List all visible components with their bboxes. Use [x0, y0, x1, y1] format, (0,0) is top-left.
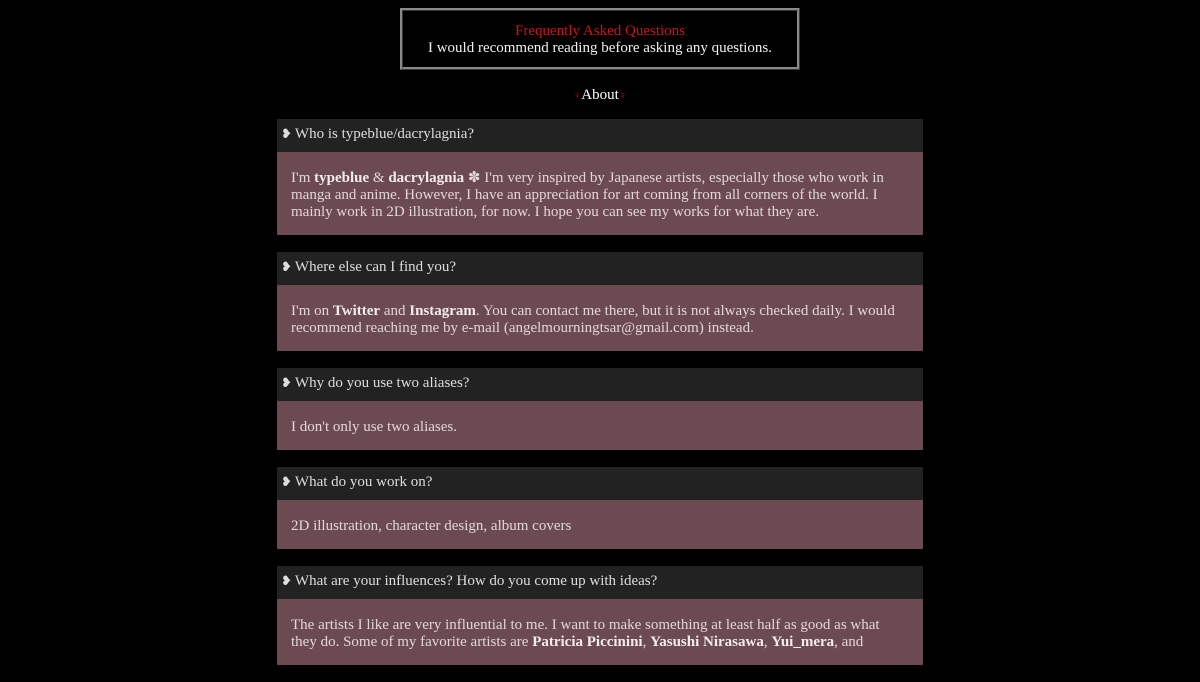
answer-text: I'm [291, 170, 315, 186]
answer-bold-text: Instagram [409, 303, 476, 319]
faq-question-text: What are your influences? How do you come up with ideas? [294, 573, 658, 589]
answer-text: , [642, 634, 651, 650]
answer-bold-text: Yasushi Nirasawa [650, 634, 764, 650]
answer-text: I'm on [291, 303, 333, 319]
heart-bullet-icon: ❥ [281, 573, 292, 588]
page-title: Frequently Asked Questions [515, 23, 685, 39]
faq-header-box [400, 8, 800, 70]
faq-question[interactable] [277, 119, 923, 152]
answer-text: . You can contact me there, but it is not always checked daily. I would recommend reaching me by e-mail (angelmourningtsar@gmail.com) instead. [291, 303, 895, 336]
answer-bold-text: Twitter [332, 303, 381, 319]
answer-text: and [380, 303, 410, 319]
faq-question-text: Where else can I find you? [294, 259, 457, 275]
faq-answer [277, 401, 923, 450]
heart-bullet-icon: ❥ [281, 375, 292, 390]
answer-text: & [369, 170, 389, 186]
answer-text: , and [834, 634, 864, 650]
faq-question-text: What do you work on? [294, 474, 433, 490]
faq-question[interactable] [277, 252, 923, 285]
heart-bullet-icon: ❥ [281, 126, 292, 141]
heart-bullet-icon: ❥ [281, 259, 292, 274]
venus-icon: ♀ [573, 90, 582, 102]
faq-answer [277, 599, 923, 665]
answer-bold-text: dacrylagnia [388, 170, 465, 186]
answer-text: , [763, 634, 772, 650]
faq-question[interactable] [277, 566, 923, 599]
faq-item [277, 368, 923, 450]
answer-bold-text: Yui_mera [771, 634, 835, 650]
faq-list [277, 119, 923, 682]
heart-bullet-icon: ❥ [281, 474, 292, 489]
faq-item [277, 119, 923, 235]
section-heading-about [0, 87, 1200, 104]
answer-text: ✽ I'm very inspired by Japanese artists, especially those who work in manga and anime. However, I have an appreciation for art coming from all corners of the world. I mainly work in 2D illustration, for now. I hope you can see my works for what they are. [291, 170, 884, 220]
answer-bold-text: Patricia Piccinini [532, 634, 643, 650]
answer-text: 2D illustration, character design, album covers [291, 518, 572, 534]
answer-bold-text: typeblue [314, 170, 370, 186]
answer-text: I don't only use two aliases. [291, 419, 458, 435]
faq-item [277, 467, 923, 549]
answer-text: The artists I like are very influential to me. I want to make something at least half as good as what they do. Some of my favorite artists are [291, 617, 880, 650]
faq-question[interactable] [277, 368, 923, 401]
faq-question[interactable] [277, 467, 923, 500]
faq-answer [277, 285, 923, 351]
faq-item [277, 252, 923, 351]
page-subtitle: I would recommend reading before asking any questions. [427, 40, 773, 56]
faq-question-text: Who is typeblue/dacrylagnia? [294, 126, 475, 142]
faq-answer [277, 500, 923, 549]
faq-item [277, 566, 923, 665]
faq-question-text: Why do you use two aliases? [294, 375, 470, 391]
faq-answer [277, 152, 923, 235]
venus-icon: ♀ [618, 90, 627, 102]
section-label: About [581, 87, 619, 103]
